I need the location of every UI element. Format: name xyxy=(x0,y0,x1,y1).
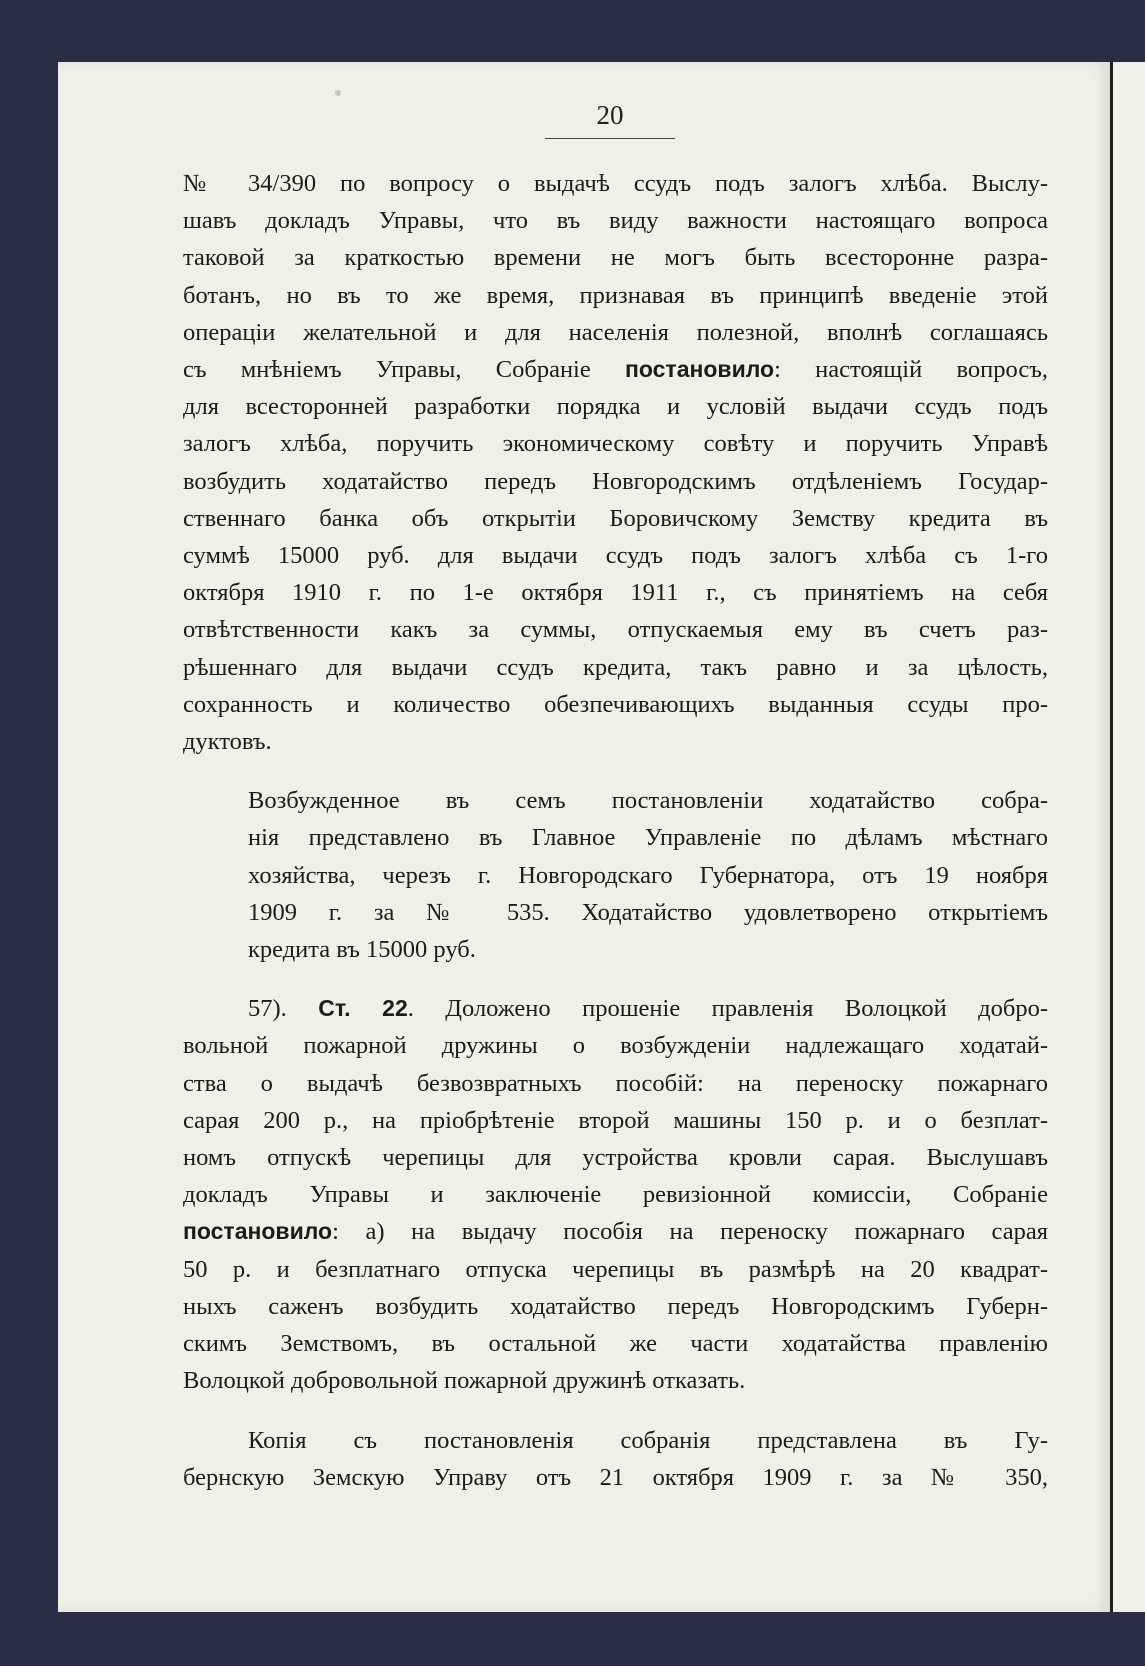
text-line: вольной пожарной дружины о возбужденіи надлежащаго ходатай- xyxy=(183,1032,1048,1060)
text-line: Волоцкой добровольной пожарной дружинѣ отказать. xyxy=(183,1367,746,1395)
text-line: для всесторонней разработки порядка и условій выдачи ссудъ подъ xyxy=(183,393,1048,421)
text-line: кредита въ 15000 руб. xyxy=(248,936,476,964)
text-line: ныхъ саженъ возбудить ходатайство передъ Новгородскимъ Губерн- xyxy=(183,1292,1048,1320)
text-line: таковой за краткостью времени не могъ быть всесторонне разра- xyxy=(183,244,1048,272)
page-gutter xyxy=(1110,62,1113,1612)
text-line: 50 р. и безплатнаго отпуска черепицы въ размѣрѣ на 20 квадрат- xyxy=(183,1255,1048,1283)
text-line: суммѣ 15000 руб. для выдачи ссудъ подъ залогъ хлѣба съ 1-го xyxy=(183,542,1048,570)
text-line: скимъ Земствомъ, въ остальной же части ходатайства правленію xyxy=(183,1330,1048,1358)
bold-keyword: Ст. 22 xyxy=(318,995,408,1022)
text-line: сарая 200 р., на пріобрѣтеніе второй машины 150 р. и о безплат- xyxy=(183,1106,1048,1134)
paragraph-copy-note xyxy=(183,1422,1048,1496)
text-line: возбудить ходатайство передъ Новгородскимъ отдѣленіемъ Государ- xyxy=(183,467,1048,495)
text-line-with-bold: 57). Ст. 22. Доложено прошеніе правленія Волоцкой добро- xyxy=(248,995,1048,1023)
text-line: операціи желательной и для населенія полезной, вполнѣ соглашаясь xyxy=(183,318,1048,346)
text-line: нія представлено въ Главное Управленіе по дѣламъ мѣстнаго xyxy=(248,824,1048,852)
text-line: докладъ Управы и заключеніе ревизіонной комиссіи, Собраніе xyxy=(183,1181,1048,1209)
page-number: 20 xyxy=(596,100,624,130)
text-line: сохранность и количество обезпечивающихъ выданныя ссуды про- xyxy=(183,690,1048,718)
text-line: хозяйства, черезъ г. Новгородскаго Губернатора, отъ 19 ноября xyxy=(248,861,1048,889)
text-line: ственнаго банка объ открытіи Боровичскому Земству кредита въ xyxy=(183,504,1048,532)
text-line: бернскую Земскую Управу отъ 21 октября 1909 г. за № 350, xyxy=(183,1463,1048,1491)
paragraph-resolution-34-390 xyxy=(183,165,1048,760)
text-line: шавъ докладъ Управы, что въ виду важности настоящаго вопроса xyxy=(183,207,1048,235)
text-line: № 34/390 по вопросу о выдачѣ ссудъ подъ залогъ хлѣба. Выслу- xyxy=(183,170,1048,197)
text-line: ства о выдачѣ безвозвратныхъ пособій: на переноску пожарнаго xyxy=(183,1069,1048,1097)
paper-speck xyxy=(335,90,341,96)
next-page-edge xyxy=(1108,62,1145,1612)
header-rule xyxy=(545,138,675,139)
text-line-with-bold: постановило: а) на выдачу пособія на переноску пожарнаго сарая xyxy=(183,1218,1048,1246)
text-line: отвѣтственности какъ за суммы, отпускаемыя ему въ счетъ раз- xyxy=(183,616,1048,644)
text-line: номъ отпускѣ черепицы для устройства кровли сарая. Выслушавъ xyxy=(183,1144,1048,1172)
bold-keyword: постановило xyxy=(183,1218,333,1245)
page-text xyxy=(183,165,1048,1496)
text-line: 1909 г. за № 535. Ходатайство удовлетворено открытіемъ xyxy=(248,898,1048,926)
paragraph-item-57 xyxy=(183,990,1048,1399)
paragraph-petition-note xyxy=(183,782,1048,968)
bold-keyword: постановило xyxy=(625,356,775,383)
text-line: залогъ хлѣба, поручить экономическому совѣту и поручить Управѣ xyxy=(183,430,1048,458)
text-line: Возбужденное въ семъ постановленіи ходатайство собра- xyxy=(248,787,1048,815)
text-line: рѣшеннаго для выдачи ссудъ кредита, такъ равно и за цѣлость, xyxy=(183,653,1048,681)
text-line: ботанъ, но въ то же время, признавая въ принципѣ введеніе этой xyxy=(183,281,1048,309)
text-line: октября 1910 г. по 1-е октября 1911 г., съ принятіемъ на себя xyxy=(183,579,1048,607)
text-line: Копія съ постановленія собранія представлена въ Гу- xyxy=(248,1426,1048,1454)
text-line-with-bold: съ мнѣніемъ Управы, Собраніе постановило: настоящій вопросъ, xyxy=(183,356,1048,384)
text-line: дуктовъ. xyxy=(183,728,272,756)
